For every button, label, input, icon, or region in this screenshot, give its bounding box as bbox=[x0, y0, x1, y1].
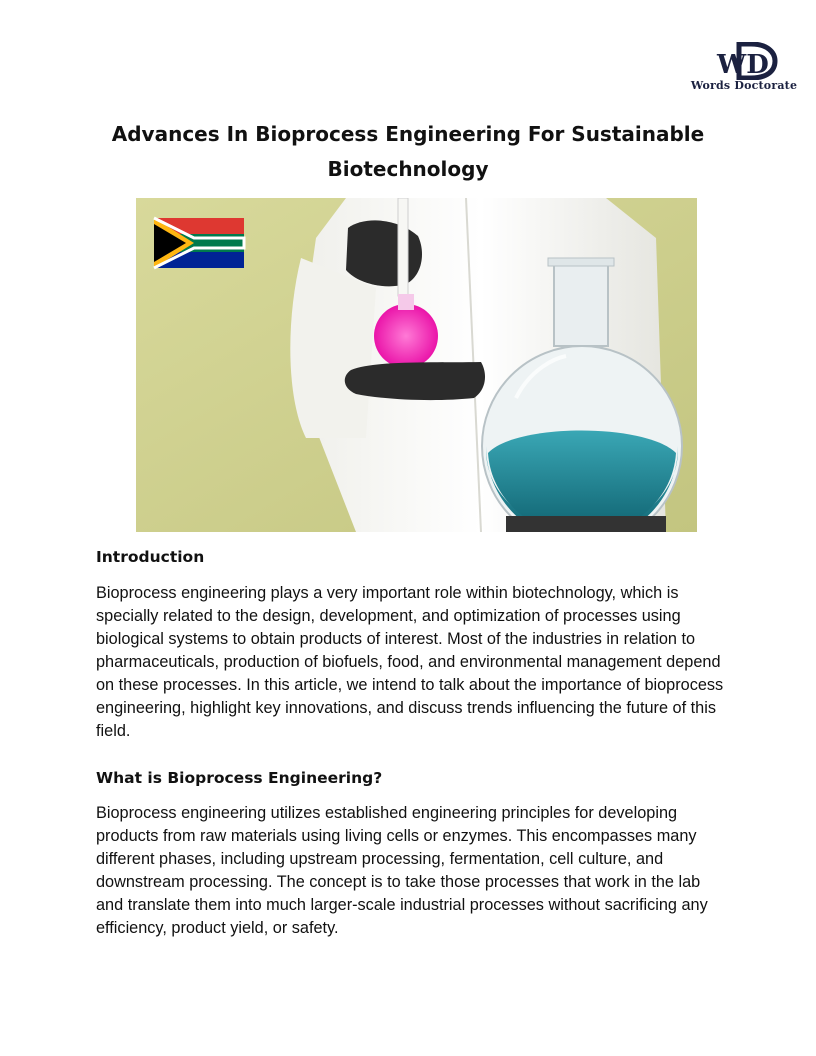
wd-monogram-logo bbox=[709, 42, 779, 80]
brand-name: Words Doctorate bbox=[690, 79, 798, 92]
hero-image bbox=[136, 198, 697, 532]
logo-monogram: WD bbox=[717, 50, 769, 80]
south-africa-flag-icon bbox=[154, 218, 244, 268]
section-body-introduction: Bioprocess engineering plays a very important role within biotechnology, which is specially related to the design, development, and optimization of processes using biological systems to obtain products of interest. Most of the industries in relation to pharmaceuticals, production of biofuels, food, and environmental management depend on these processes. In this article, we intend to talk about the importance of bioprocess engineering, highlight key innovations, and discuss trends influencing the future of this field. bbox=[96, 584, 724, 740]
section-heading-introduction: Introduction bbox=[96, 548, 205, 566]
brand-logo bbox=[688, 42, 800, 98]
section-heading-what-is-bioprocess: What is Bioprocess Engineering? bbox=[96, 769, 383, 787]
lab-photo-illustration bbox=[136, 198, 697, 532]
title-line-2: Biotechnology bbox=[327, 157, 489, 181]
title-line-1: Advances In Bioprocess Engineering For Sustainable bbox=[111, 122, 705, 146]
section-body-what-is-bioprocess: Bioprocess engineering utilizes established engineering principles for developing products from raw materials using living cells or enzymes. This encompasses many different phases, including upstream processing, fermentation, cell culture, and downstream processing. The concept is to take those processes that work in the lab and translate them into much larger-scale industrial processes without sacrificing any efficiency, product yield, or safety. bbox=[96, 804, 708, 937]
page-title bbox=[110, 117, 706, 187]
